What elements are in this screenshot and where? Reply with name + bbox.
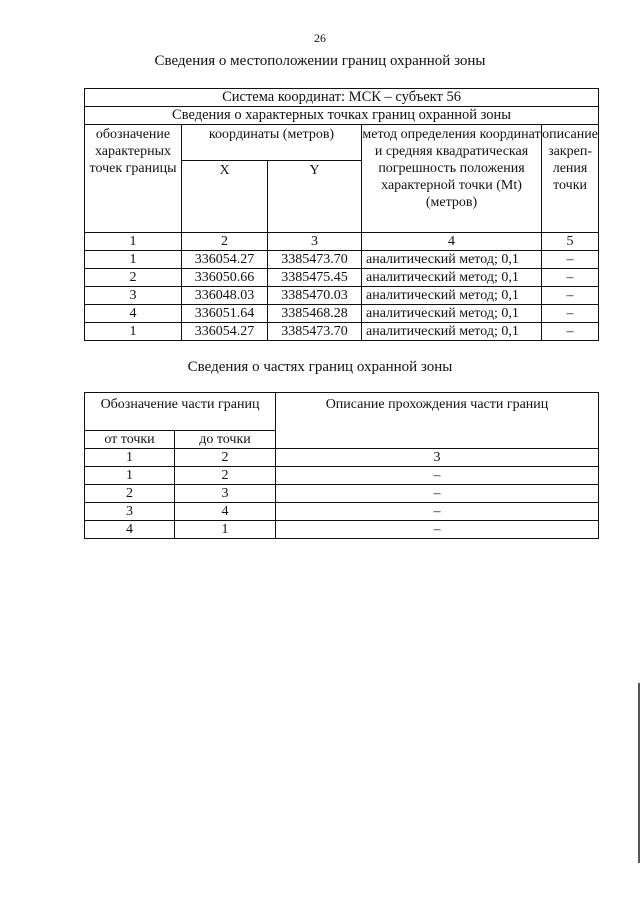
point-cell: 4 [85, 305, 182, 323]
desc-cell: – [276, 485, 599, 503]
col-number: 2 [182, 233, 268, 251]
header-y: Y [268, 161, 362, 233]
desc-cell: – [542, 305, 599, 323]
y-cell: 3385468.28 [268, 305, 362, 323]
col-number: 2 [175, 449, 276, 467]
col-number: 3 [268, 233, 362, 251]
desc-cell: – [276, 503, 599, 521]
table-row [85, 467, 599, 485]
header-method: метод определения координат и средняя квадратическая погрешность положения характерной точки (Mt) (метров) [362, 125, 542, 233]
coord-system-cell: Система координат: МСК – субъект 56 [85, 89, 599, 107]
point-cell: 1 [85, 323, 182, 341]
y-cell: 3385470.03 [268, 287, 362, 305]
point-cell: 3 [85, 287, 182, 305]
table-row [85, 251, 599, 269]
from-cell: 3 [85, 503, 175, 521]
section1-title: Сведения о местоположении границ охранной зоны [154, 53, 486, 69]
method-cell: аналитический метод; 0,1 [362, 323, 542, 341]
to-cell: 1 [175, 521, 276, 539]
header-desc: описание закреп-ления точки [542, 125, 599, 233]
to-cell: 2 [175, 467, 276, 485]
points-subtitle-cell: Сведения о характерных точках границ охранной зоны [85, 107, 599, 125]
from-cell: 2 [85, 485, 175, 503]
desc-cell: – [276, 467, 599, 485]
x-cell: 336050.66 [182, 269, 268, 287]
table-row [85, 287, 599, 305]
x-cell: 336054.27 [182, 323, 268, 341]
x-cell: 336051.64 [182, 305, 268, 323]
table-row [85, 503, 599, 521]
desc-cell: – [542, 269, 599, 287]
to-cell: 4 [175, 503, 276, 521]
boundary-points-table [84, 88, 599, 341]
desc-cell: – [542, 323, 599, 341]
from-cell: 4 [85, 521, 175, 539]
col-number: 3 [276, 449, 599, 467]
desc-cell: – [542, 251, 599, 269]
table-row [85, 521, 599, 539]
x-cell: 336048.03 [182, 287, 268, 305]
table-row [85, 269, 599, 287]
header-to: до точки [175, 431, 276, 449]
table-row [85, 305, 599, 323]
desc-cell: – [276, 521, 599, 539]
from-cell: 1 [85, 467, 175, 485]
page-number: 26 [314, 31, 326, 45]
section2-title: Сведения о частях границ охранной зоны [187, 359, 453, 375]
point-cell: 2 [85, 269, 182, 287]
col-number: 5 [542, 233, 599, 251]
y-cell: 3385473.70 [268, 323, 362, 341]
col-number-row [85, 233, 599, 251]
header-x: X [182, 161, 268, 233]
header-part: Обозначение части границ [85, 393, 276, 431]
table-row [85, 323, 599, 341]
header-point: обозначение характерных точек границы [85, 125, 182, 233]
desc-cell: – [542, 287, 599, 305]
col-number: 1 [85, 233, 182, 251]
header-coords: координаты (метров) [182, 125, 362, 161]
header-description: Описание прохождения части границ [276, 393, 599, 449]
y-cell: 3385475.45 [268, 269, 362, 287]
table-row [85, 485, 599, 503]
boundary-parts-table [84, 392, 599, 539]
method-cell: аналитический метод; 0,1 [362, 305, 542, 323]
y-cell: 3385473.70 [268, 251, 362, 269]
point-cell: 1 [85, 251, 182, 269]
col-number: 1 [85, 449, 175, 467]
method-cell: аналитический метод; 0,1 [362, 251, 542, 269]
col-number: 4 [362, 233, 542, 251]
method-cell: аналитический метод; 0,1 [362, 269, 542, 287]
col-number-row [85, 449, 599, 467]
method-cell: аналитический метод; 0,1 [362, 287, 542, 305]
header-from: от точки [85, 431, 175, 449]
x-cell: 336054.27 [182, 251, 268, 269]
to-cell: 3 [175, 485, 276, 503]
